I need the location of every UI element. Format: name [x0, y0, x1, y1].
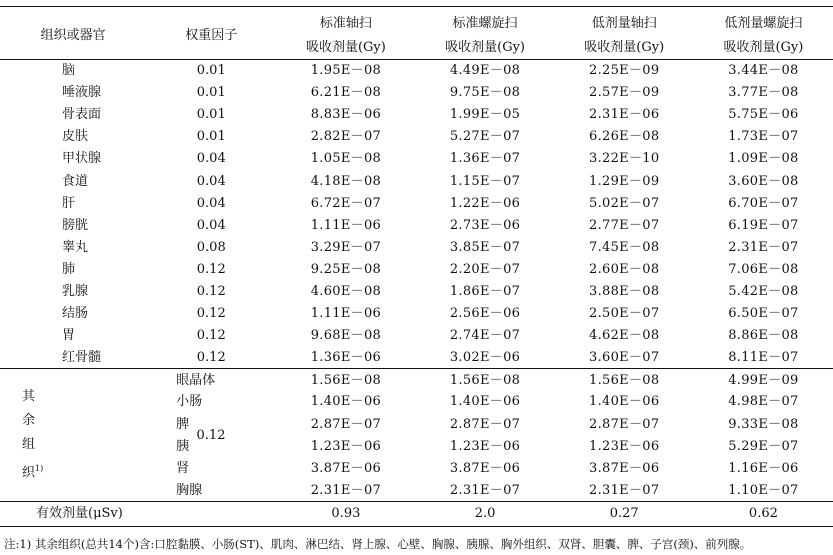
dose-value: 2.57E－09	[589, 85, 660, 101]
dose-value: 1.56E－08	[589, 372, 660, 388]
header-col-2-line1: 标准螺旋扫	[415, 7, 554, 36]
dose-value: 1.09E－08	[728, 151, 799, 167]
header-col-4-line2: 吸收剂量(Gy)	[694, 35, 833, 60]
dose-value: 1.40E－06	[589, 394, 660, 410]
organ-name: 肾	[176, 460, 190, 476]
table-row	[0, 192, 833, 214]
dose-value: 1.23E－06	[449, 438, 521, 454]
dose-value: 1.29E－09	[589, 173, 660, 189]
header-weight: 权重因子	[146, 7, 276, 60]
header-col-4-line1: 低剂量螺旋扫	[694, 7, 833, 36]
dose-value: 5.02E－07	[589, 195, 660, 211]
weight-factor: 0.12	[196, 283, 226, 299]
header-organ: 组织或器官	[0, 7, 146, 60]
table-row	[0, 369, 833, 391]
dose-value: 1.86E－07	[449, 283, 521, 299]
effective-dose-value: 0.93	[276, 501, 415, 526]
dose-value: 7.06E－08	[728, 261, 799, 277]
dose-value: 1.05E－08	[310, 151, 382, 167]
dose-value: 3.02E－06	[415, 347, 554, 369]
other-tissue-rows	[0, 369, 833, 502]
table-row	[0, 148, 833, 170]
label-char-text: 织	[22, 465, 36, 481]
dose-value: 5.27E－07	[449, 129, 521, 145]
effective-dose-row	[0, 501, 833, 526]
dose-value: 1.23E－06	[310, 438, 382, 454]
table-row	[0, 126, 833, 148]
dose-value: 1.36E－07	[449, 151, 521, 167]
table-row	[0, 258, 833, 280]
weight-factor: 0.12	[146, 347, 276, 369]
dose-value: 1.15E－07	[449, 173, 521, 189]
dose-value: 2.73E－06	[449, 217, 521, 233]
organ-name: 睾丸	[62, 239, 89, 255]
dose-value: 3.60E－08	[728, 173, 799, 189]
organ-name: 皮肤	[62, 129, 89, 145]
dose-value: 1.99E－05	[449, 107, 521, 123]
weight-factor: 0.04	[196, 217, 226, 233]
effective-dose-value: 0.62	[694, 501, 833, 526]
dose-value: 4.60E－08	[310, 283, 382, 299]
dose-value: 3.77E－08	[728, 85, 799, 101]
organ-name: 肺	[62, 261, 76, 277]
dose-value: 7.45E－08	[589, 239, 660, 255]
dose-value: 2.74E－07	[449, 328, 521, 344]
organ-name: 肝	[62, 195, 76, 211]
dose-value: 1.23E－06	[589, 438, 660, 454]
organ-name: 脾	[176, 416, 190, 432]
organ-name: 膀胱	[62, 217, 89, 233]
weight-factor: 0.04	[196, 151, 226, 167]
table-row	[0, 280, 833, 302]
dose-value: 8.83E－06	[310, 107, 382, 123]
dose-value: 1.10E－07	[728, 482, 799, 498]
dose-value: 2.31E－06	[589, 107, 660, 123]
dose-value: 2.20E－07	[449, 261, 521, 277]
dose-value: 1.36E－06	[276, 347, 415, 369]
effective-dose-value: 0.27	[555, 501, 694, 526]
dose-value: 1.11E－06	[310, 306, 382, 322]
weight-factor: 0.04	[196, 173, 226, 189]
weight-factor: 0.04	[196, 195, 226, 211]
dose-value: 6.72E－07	[310, 195, 382, 211]
dose-value: 2.87E－07	[310, 416, 382, 432]
table-row	[0, 214, 833, 236]
dose-value: 3.88E－08	[589, 283, 660, 299]
dose-value: 5.29E－07	[728, 438, 799, 454]
organ-name: 骨表面	[62, 107, 102, 123]
dose-value: 1.40E－06	[310, 394, 382, 410]
dose-value: 9.25E－08	[310, 261, 382, 277]
dose-value: 2.56E－06	[449, 306, 521, 322]
dose-value: 6.70E－07	[728, 195, 799, 211]
dose-value: 3.87E－06	[310, 460, 382, 476]
label-char-text: 其	[22, 388, 36, 404]
dose-value: 6.50E－07	[728, 306, 799, 322]
dose-value: 2.31E－07	[449, 482, 521, 498]
dose-table	[0, 6, 833, 527]
dose-value: 3.22E－10	[589, 151, 660, 167]
dose-value: 4.99E－09	[728, 372, 799, 388]
organ-name: 小肠	[176, 394, 203, 410]
table-row	[0, 347, 833, 369]
dose-value: 1.22E－06	[449, 195, 521, 211]
weight-factor: 0.01	[196, 85, 226, 101]
dose-value: 4.49E－08	[449, 63, 521, 79]
organ-name: 红骨髓	[0, 347, 146, 369]
dose-value: 6.19E－07	[728, 217, 799, 233]
dose-value: 9.33E－08	[728, 416, 799, 432]
label-char-text: 组	[22, 436, 36, 452]
dose-value: 1.73E－07	[728, 129, 799, 145]
other-tissue-label-char	[22, 409, 146, 433]
other-tissue-label	[0, 369, 146, 502]
dose-value: 4.62E－08	[589, 328, 660, 344]
weight-factor: 0.01	[196, 129, 226, 145]
dose-value: 8.11E－07	[694, 347, 833, 369]
dose-value: 2.77E－07	[589, 217, 660, 233]
weight-factor: 0.12	[196, 328, 226, 344]
organ-name: 结肠	[62, 306, 89, 322]
dose-value: 1.40E－06	[449, 394, 521, 410]
dose-value: 2.50E－07	[589, 306, 660, 322]
footnote-marker: 1)	[35, 463, 44, 473]
header-col-1-line2: 吸收剂量(Gy)	[276, 35, 415, 60]
table-row	[0, 325, 833, 347]
other-tissue-label-char	[22, 457, 146, 485]
header-col-3-line1: 低剂量轴扫	[555, 7, 694, 36]
dose-value: 1.16E－06	[728, 460, 799, 476]
other-tissue-label-char	[22, 433, 146, 457]
dose-value: 9.75E－08	[449, 85, 521, 101]
organ-name: 唾液腺	[62, 85, 102, 101]
main-rows	[0, 60, 833, 369]
dose-value: 4.18E－08	[310, 173, 382, 189]
dose-value: 3.87E－06	[589, 460, 660, 476]
table-row	[0, 82, 833, 104]
dose-value: 2.31E－07	[728, 239, 799, 255]
dose-value: 2.25E－09	[589, 63, 660, 79]
table-row	[0, 104, 833, 126]
dose-value: 3.29E－07	[310, 239, 382, 255]
organ-name: 甲状腺	[62, 151, 102, 167]
dose-value: 1.95E－08	[310, 63, 382, 79]
effective-dose-label: 有效剂量(μSv)	[0, 501, 276, 526]
dose-value: 4.98E－07	[728, 394, 799, 410]
table-row	[0, 170, 833, 192]
dose-value: 1.11E－06	[310, 217, 382, 233]
dose-value: 3.85E－07	[449, 239, 521, 255]
organ-name: 胸腺	[176, 482, 203, 498]
dose-value: 6.21E－08	[310, 85, 382, 101]
organ-name: 食道	[62, 173, 89, 189]
table-row	[0, 236, 833, 258]
dose-value: 8.86E－08	[728, 328, 799, 344]
dose-value: 3.87E－06	[449, 460, 521, 476]
organ-name: 眼晶体	[176, 372, 216, 388]
dose-value: 9.68E－08	[310, 328, 382, 344]
dose-value: 2.60E－08	[589, 261, 660, 277]
table-row	[0, 303, 833, 325]
dose-value: 5.42E－08	[728, 283, 799, 299]
dose-value: 3.44E－08	[728, 63, 799, 79]
organ-name: 乳腺	[62, 283, 89, 299]
other-tissue-weight: 0.12	[196, 427, 226, 443]
effective-dose-value: 2.0	[415, 501, 554, 526]
header-col-2-line2: 吸收剂量(Gy)	[415, 35, 554, 60]
dose-value: 1.56E－08	[310, 372, 382, 388]
weight-factor: 0.01	[196, 107, 226, 123]
organ-name: 胰	[176, 438, 190, 454]
label-char-text: 余	[22, 412, 36, 428]
dose-value: 3.60E－07	[555, 347, 694, 369]
dose-value: 2.82E－07	[310, 129, 382, 145]
header-col-3-line2: 吸收剂量(Gy)	[555, 35, 694, 60]
weight-factor: 0.01	[196, 63, 226, 79]
other-tissue-label-char	[22, 385, 146, 409]
weight-factor: 0.12	[196, 306, 226, 322]
organ-name: 胃	[62, 328, 76, 344]
dose-value: 2.31E－07	[310, 482, 382, 498]
dose-value: 6.26E－08	[589, 129, 660, 145]
header-col-1-line1: 标准轴扫	[276, 7, 415, 36]
weight-factor: 0.08	[196, 239, 226, 255]
dose-value: 1.56E－08	[449, 372, 521, 388]
dose-value: 2.87E－07	[449, 416, 521, 432]
dose-value: 2.87E－07	[589, 416, 660, 432]
table-header	[0, 7, 833, 60]
dose-value: 2.31E－07	[589, 482, 660, 498]
organ-name: 脑	[62, 63, 76, 79]
table-row	[0, 60, 833, 82]
dose-value: 5.75E－06	[728, 107, 799, 123]
footnote: 注:1) 其余组织(总共14个)含:口腔黏膜、小肠(ST)、肌肉、淋巴结、肾上腺、心壁、胸腺、胰腺、胸外组织、双肾、胆囊、脾、子宫(颈)、前列腺。	[4, 537, 752, 551]
weight-factor: 0.12	[196, 261, 226, 277]
